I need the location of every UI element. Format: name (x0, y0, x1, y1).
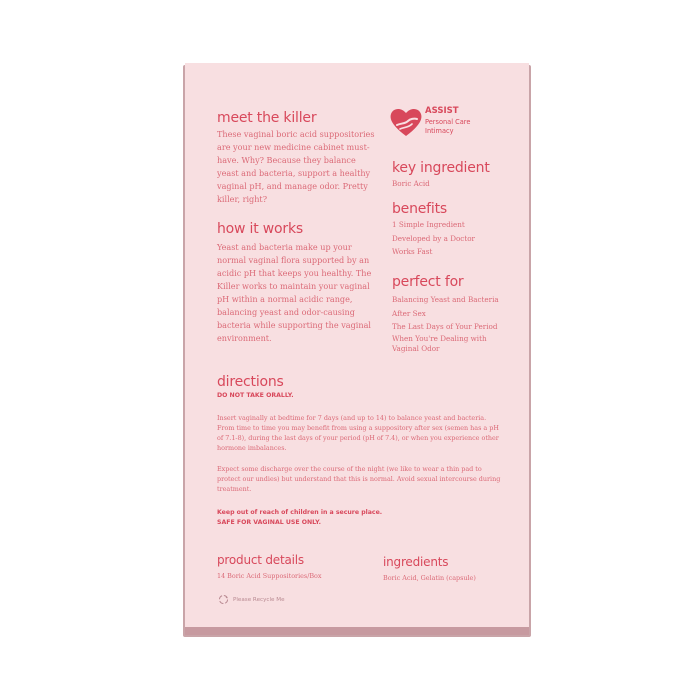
how-body: Yeast and bacteria make up your normal vaginal flora supported by an acidic pH that keeps you healthy. The Killer works to maintain your vaginal pH within a normal acidic range, balancing yeast and odor-causing bacteria while supporting the vaginal environment. (217, 242, 372, 343)
ingredients-heading: ingredients (383, 555, 449, 569)
how-heading: how it works (217, 221, 303, 237)
brand-line-2: Intimacy (425, 127, 454, 135)
ingredients-value: Boric Acid, Gelatin (capsule) (383, 574, 476, 582)
product-details-value: 14 Boric Acid Suppositories/Box (217, 572, 322, 580)
safety-line-1: Keep out of reach of children in a secure place. (217, 509, 383, 516)
list-item: Vaginal Odor (392, 343, 440, 353)
benefits-list (392, 218, 475, 259)
directions-warning: DO NOT TAKE ORALLY. (217, 392, 294, 399)
directions-paragraph-2: Expect some discharge over the course of the night (we like to wear a thin pad to protect our undies) but understand that this is normal. Avoid sexual intercourse during treatment. (217, 465, 501, 493)
list-item: Balancing Yeast and Bacteria (392, 295, 499, 304)
list-item: Developed by a Doctor (392, 233, 475, 243)
meet-heading: meet the killer (217, 110, 317, 126)
brand-line-1: Personal Care (425, 118, 471, 126)
directions-heading: directions (217, 374, 284, 390)
list-item: After Sex (392, 308, 426, 318)
product-details-heading: product details (217, 553, 304, 567)
list-item: 1 Simple Ingredient (392, 220, 465, 229)
package-bottom-edge (185, 627, 529, 635)
benefits-heading: benefits (392, 201, 447, 217)
list-item: Works Fast (392, 247, 433, 256)
meet-body: These vaginal boric acid suppositories are your new medicine cabinet must-have. Why? Because they balance yeast and bacteria, support a healthy vaginal pH, and manage odor. Pretty killer, right? (217, 129, 375, 204)
brand-name: ASSIST (425, 106, 459, 116)
recycle-icon (218, 594, 229, 605)
heart-hand-icon (388, 106, 424, 138)
directions-paragraph-1: Insert vaginally at bedtime for 7 days (and up to 14) to balance yeast and bacteria. From time to time you may benefit from using a suppository after sex (semen has a pH of 7.1-8), during the last days of your period (pH of 7.4), or when you experience other hormone imbalances. (217, 414, 499, 452)
list-item: The Last Days of Your Period (392, 322, 498, 331)
safety-line-2: SAFE FOR VAGINAL USE ONLY. (217, 519, 321, 526)
list-item: When You're Dealing with (392, 333, 487, 343)
key-ingredient-value: Boric Acid (392, 179, 430, 188)
recycle-label: Please Recycle Me (233, 597, 285, 603)
key-ingredient-heading: key ingredient (392, 160, 490, 176)
perfect-for-list (392, 293, 499, 354)
perfect-for-heading: perfect for (392, 274, 464, 290)
